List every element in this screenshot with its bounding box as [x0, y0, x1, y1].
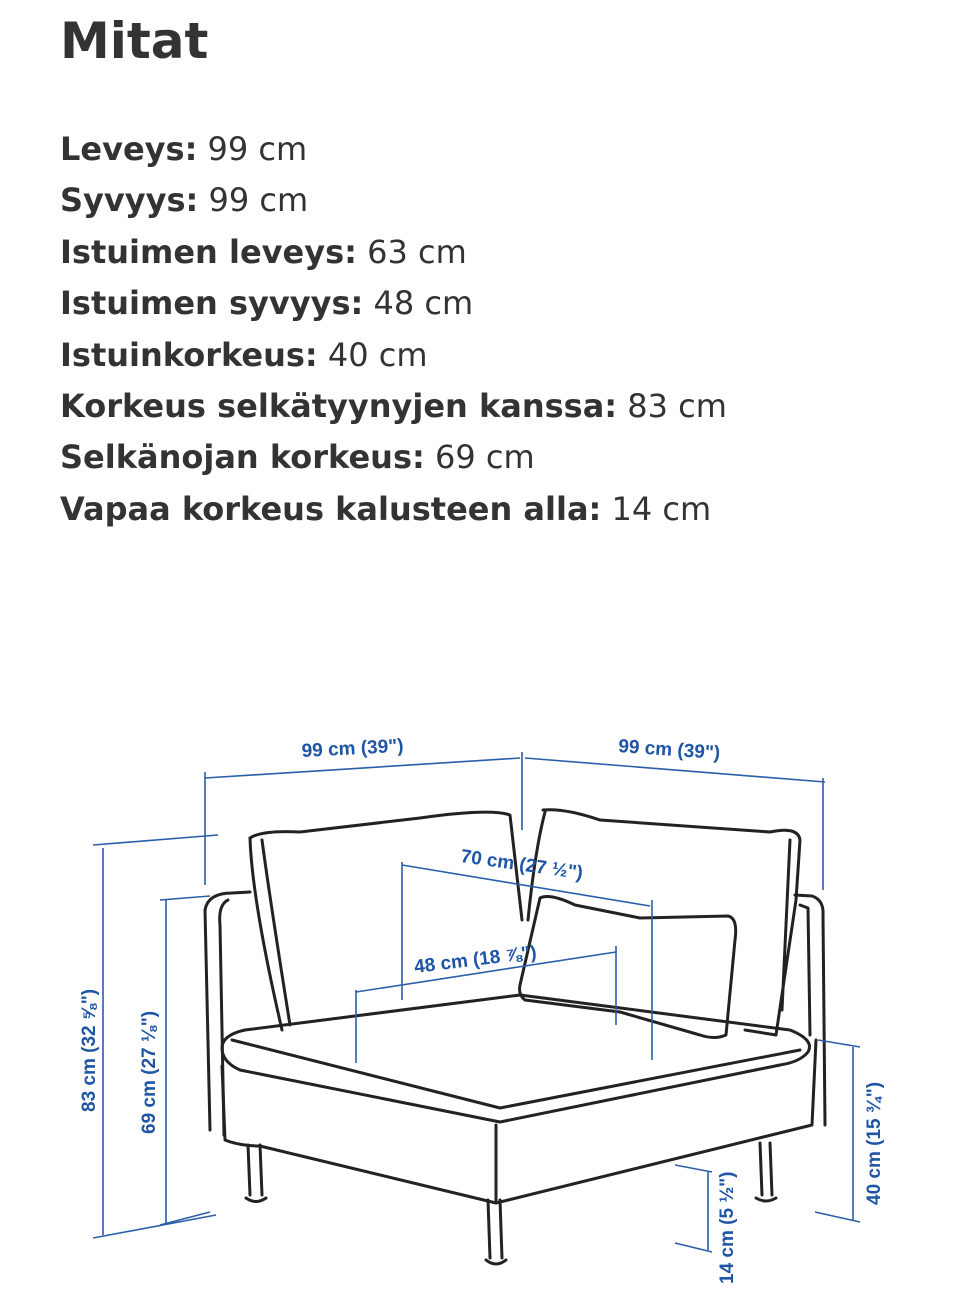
spec-backrest-height: Selkänojan korkeus: 69 cm: [60, 438, 535, 477]
spec-seat-height: Istuinkorkeus: 40 cm: [60, 335, 428, 374]
spec-free-height-under: Vapaa korkeus kalusteen alla: 14 cm: [60, 489, 712, 528]
height-69-label: 69 cm (27 ⅛"): [139, 1010, 160, 1134]
depth-48-label: 48 cm (18 ⅞"): [413, 942, 538, 978]
spec-seat-depth: Istuimen syvyys: 48 cm: [60, 284, 474, 323]
page-title: Mitat: [60, 12, 209, 70]
width-left-label: 99 cm (39"): [301, 735, 405, 762]
height-83-label: 83 cm (32 ⅝"): [79, 988, 100, 1112]
height-14-label: 14 cm (5 ½"): [717, 1171, 738, 1284]
spec-seat-width: Istuimen leveys: 63 cm: [60, 232, 467, 271]
width-right-label: 99 cm (39"): [617, 736, 721, 765]
spec-depth: Syvyys: 99 cm: [60, 181, 309, 220]
depth-70-label: 70 cm (27 ½"): [459, 846, 585, 885]
height-40-label: 40 cm (15 ¾"): [864, 1081, 885, 1205]
spec-height-with-cushions: Korkeus selkätyynyjen kanssa: 83 cm: [60, 387, 727, 426]
spec-width: Leveys: 99 cm: [60, 130, 308, 168]
